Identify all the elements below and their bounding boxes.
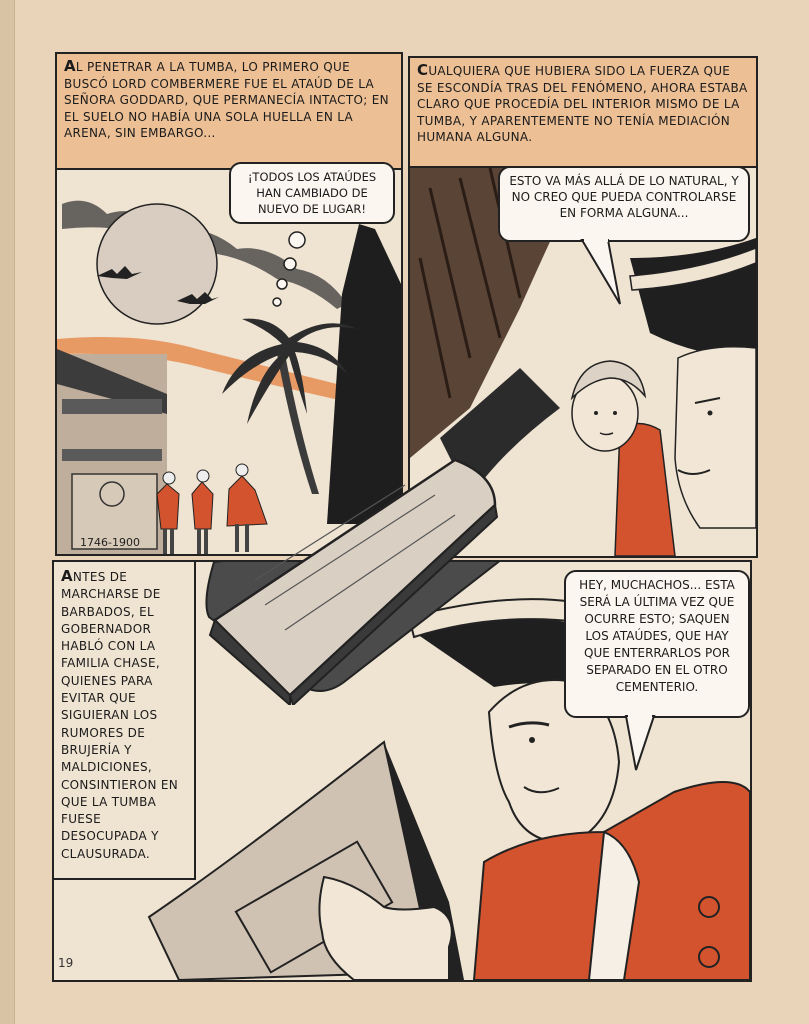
tomb-inscription: 1746-1900 [80, 536, 140, 549]
narration-caption: AL PENETRAR A LA TUMBA, LO PRIMERO QUE BUSCÓ LORD COMBERMERE FUE EL ATAÚD DE LA SEÑORA GODDARD, QUE PERMANECÍA INTACTO; EN EL SUELO NO HABÍA UNA SOLA HUELLA EN LA ARENA, SIN EMBARGO... [57, 54, 401, 170]
thought-bubble-dot [289, 232, 305, 248]
thought-balloon: ¡TODOS LOS ATAÚDES HAN CAMBIADO DE NUEVO DE LUGAR! [229, 162, 395, 224]
thought-bubble-dot [273, 298, 281, 306]
narration-caption: ANTES DE MARCHARSE DE BARBADOS, EL GOBERNADOR HABLÓ CON LA FAMILIA CHASE, QUIENES PARA EVITAR QUE SIGUIERAN LOS RUMORES DE BRUJERÍA Y MALDICIONES, CONSINTIERON EN QUE LA TUMBA FUESE DESOCUPADA Y CLAUSURADA. [54, 562, 196, 880]
balloon-tail [580, 238, 640, 308]
moon [97, 204, 217, 324]
thought-bubble-dot [284, 258, 296, 270]
narration-caption: CUALQUIERA QUE HUBIERA SIDO LA FUERZA QUE SE ESCONDÍA TRAS DEL FENÓMENO, AHORA ESTABA CLARO QUE PROCEDÍA DEL INTERIOR MISMO DE LA TUMBA, Y APARENTEMENTE NO TENÍA MEDIACIÓN HUMANA ALGUNA. [410, 58, 756, 168]
page-number: 19 [58, 956, 74, 970]
page-binding-edge [0, 0, 15, 1024]
thought-bubble-dot [277, 279, 287, 289]
speech-balloon: ESTO VA MÁS ALLÁ DE LO NATURAL, Y NO CREO QUE PUEDA CONTROLARSE EN FORMA ALGUNA... [498, 166, 750, 242]
balloon-tail [622, 712, 672, 772]
coffin-lid [205, 455, 505, 705]
speech-balloon: HEY, MUCHACHOS... ESTA SERÁ LA ÚLTIMA VEZ QUE OCURRE ESTO; SAQUEN LOS ATAÚDES, QUE HAY QUE ENTERRARLOS POR SEPARADO EN EL OTRO CEMENTERIO. [564, 570, 750, 718]
